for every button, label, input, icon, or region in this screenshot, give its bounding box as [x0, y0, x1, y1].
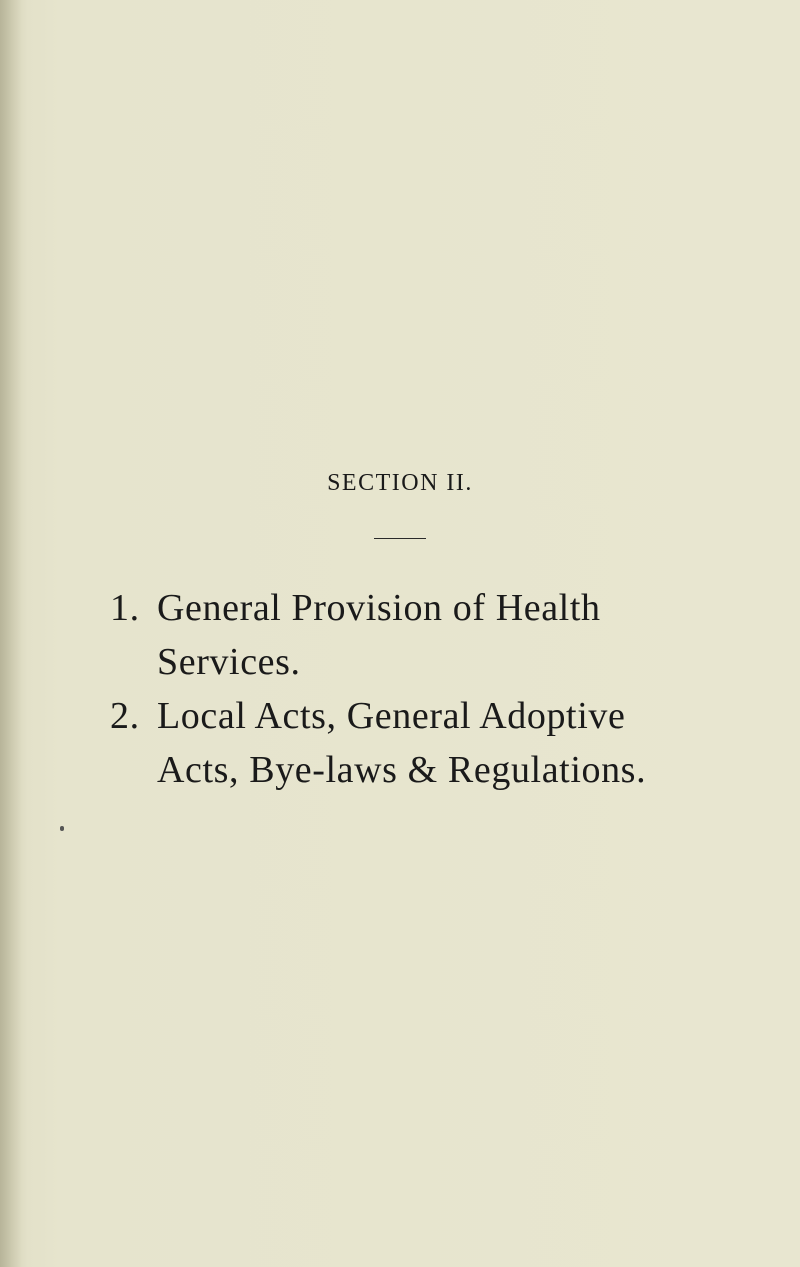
item-title-line-1: General Provision of Health: [157, 587, 601, 629]
ink-speck: [60, 826, 64, 831]
contents-item-1: [110, 581, 750, 689]
item-number: 1.: [110, 587, 140, 629]
section-heading: SECTION II.: [327, 470, 473, 496]
item-title-line-1: Local Acts, General Adoptive: [157, 695, 626, 737]
item-title-line-2: Acts, Bye-laws & Regulations.: [157, 749, 647, 791]
heading-divider: [374, 538, 426, 539]
item-number: 2.: [110, 695, 140, 737]
contents-item-2: [110, 689, 750, 797]
page-spine-shadow: [0, 0, 22, 1267]
item-title-line-2: Services.: [157, 641, 301, 683]
